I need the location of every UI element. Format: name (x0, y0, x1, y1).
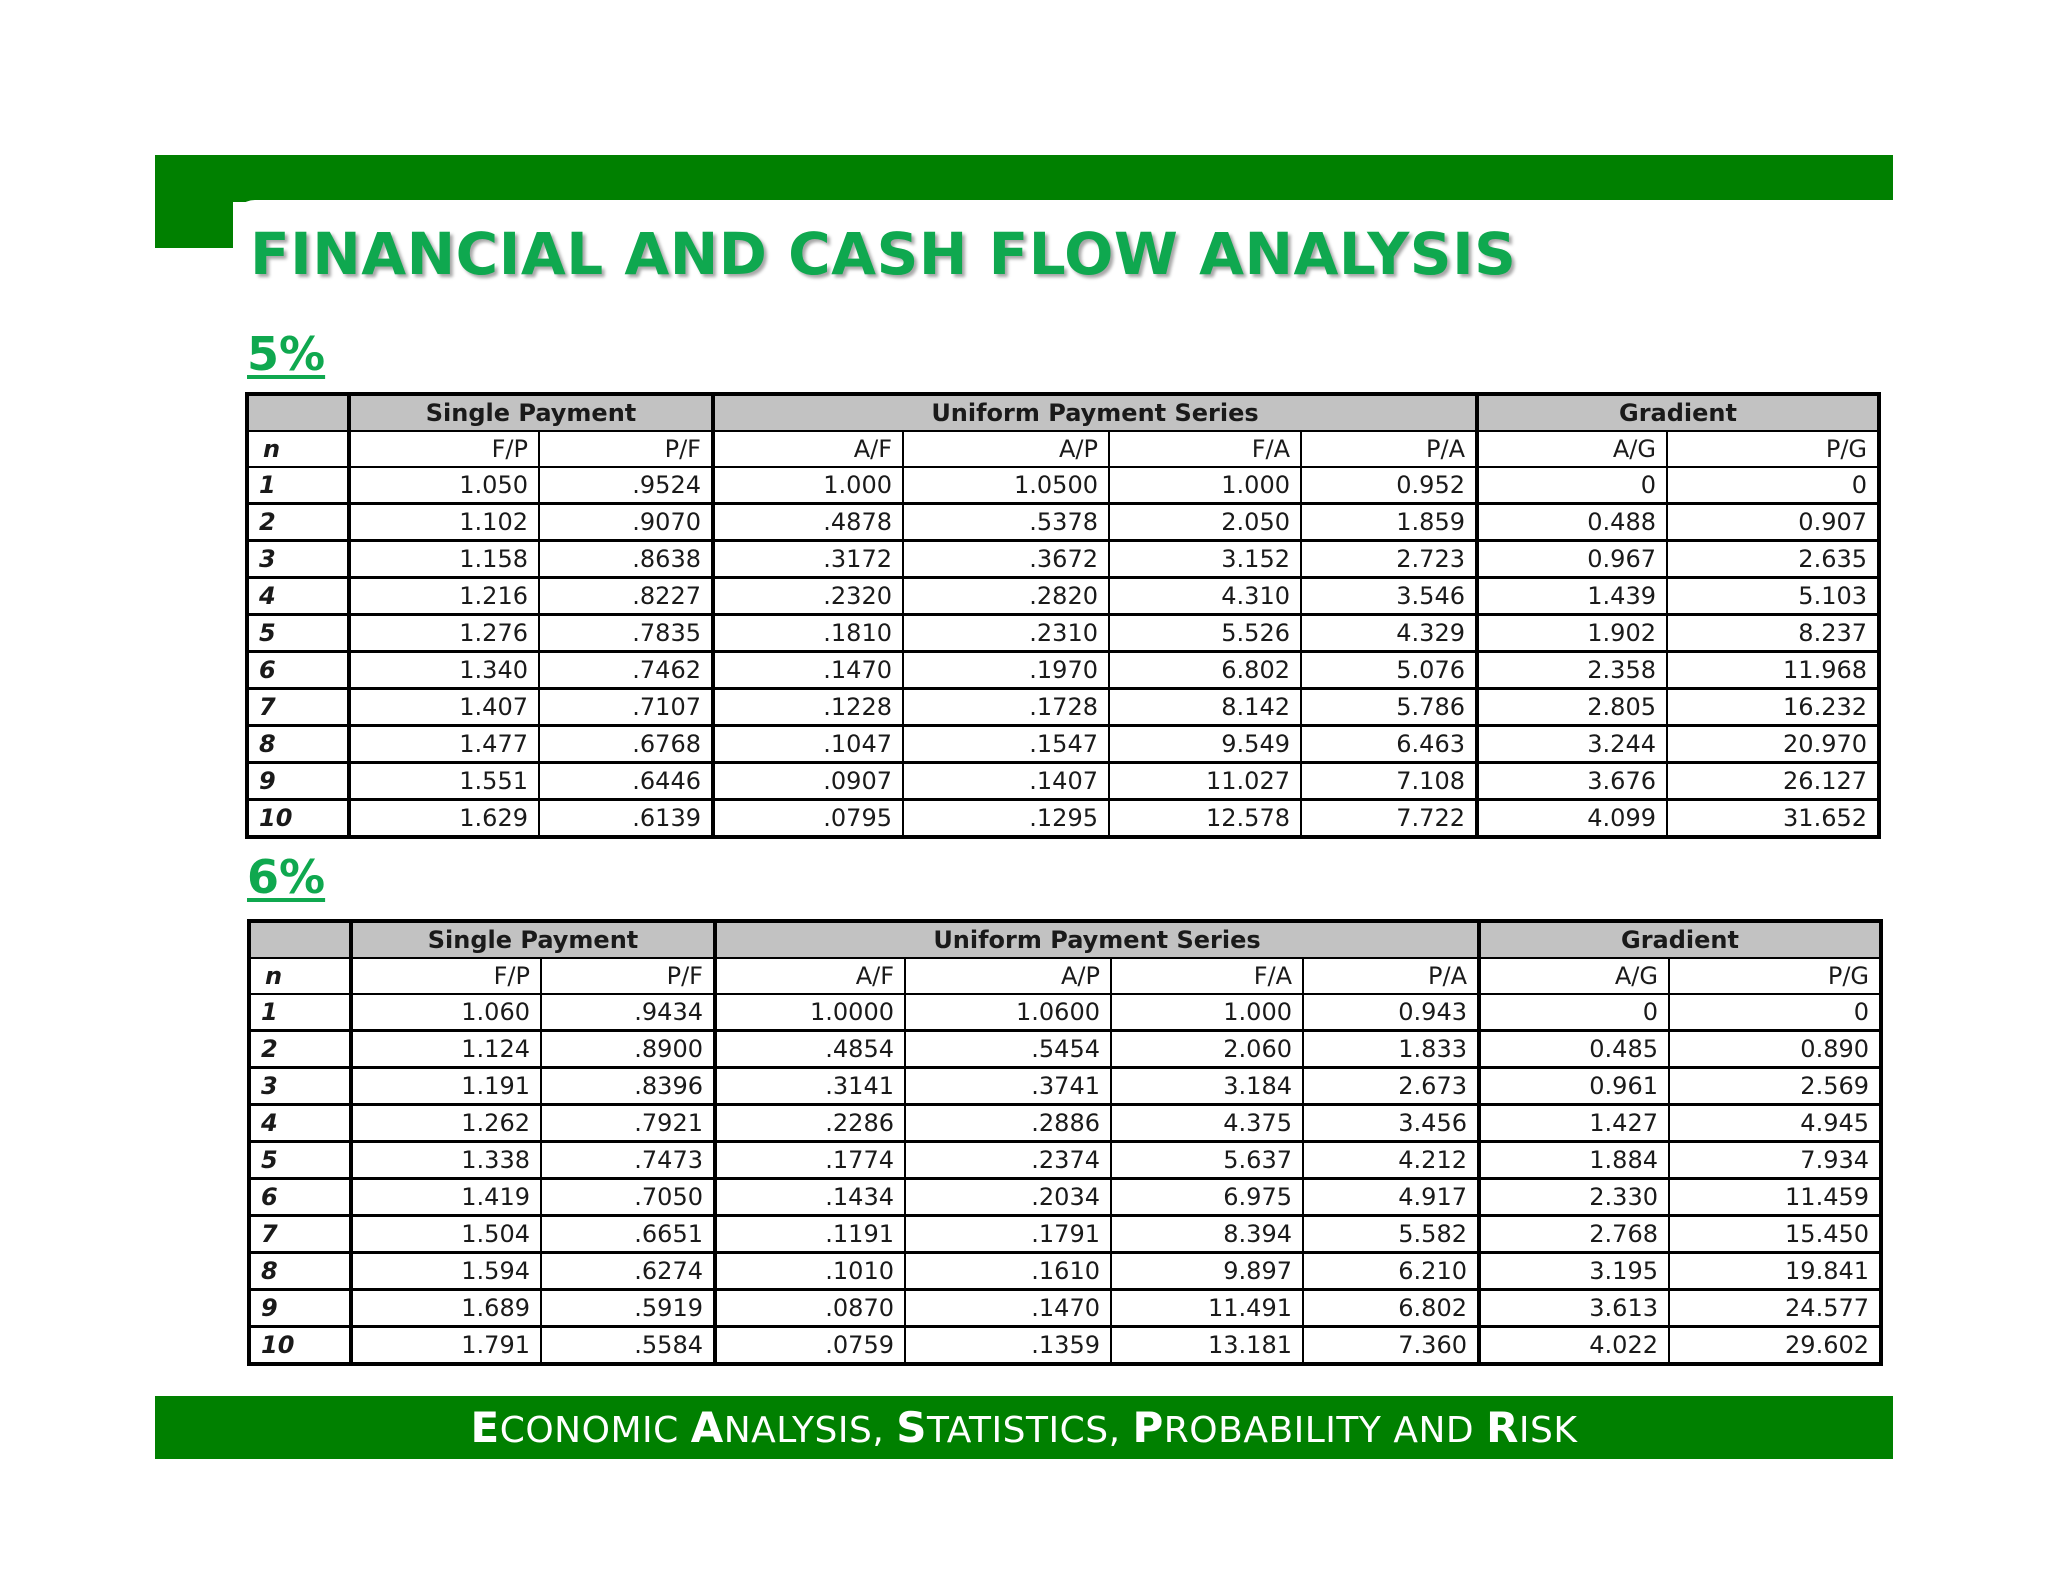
factor-cell-pa: 6.463 (1301, 726, 1477, 763)
factor-cell-fp: 1.050 (349, 467, 539, 504)
period-cell: 6 (249, 1179, 351, 1216)
table-row (247, 689, 1879, 726)
rate-label-5-percent: 5% (247, 327, 326, 381)
column-header-n: n (249, 958, 351, 994)
table-row (249, 1253, 1881, 1290)
factor-cell-pa: 4.212 (1303, 1142, 1479, 1179)
column-header-pg: P/G (1667, 431, 1879, 467)
factor-cell-af: 1.0000 (715, 994, 905, 1031)
period-cell: 5 (247, 615, 349, 652)
factor-cell-pa: 7.360 (1303, 1327, 1479, 1365)
factor-cell-ap: .1295 (903, 800, 1109, 838)
factor-cell-ap: .2034 (905, 1179, 1111, 1216)
group-header-single-payment: Single Payment (351, 921, 715, 958)
factor-cell-pg: 19.841 (1669, 1253, 1881, 1290)
period-cell: 7 (247, 689, 349, 726)
header-bar (155, 155, 1893, 202)
factor-cell-fp: 1.689 (351, 1290, 541, 1327)
factor-cell-af: .1010 (715, 1253, 905, 1290)
factor-cell-ap: .2310 (903, 615, 1109, 652)
factor-cell-pf: .6139 (539, 800, 713, 838)
table-row (247, 615, 1879, 652)
table-row (249, 1179, 1881, 1216)
period-cell: 10 (249, 1327, 351, 1365)
period-cell: 4 (247, 578, 349, 615)
table-row (247, 652, 1879, 689)
period-cell: 6 (247, 652, 349, 689)
factor-cell-pf: .7921 (541, 1105, 715, 1142)
factor-cell-ap: .3672 (903, 541, 1109, 578)
factor-cell-fa: 4.375 (1111, 1105, 1303, 1142)
period-cell: 2 (247, 504, 349, 541)
factor-cell-fp: 1.338 (351, 1142, 541, 1179)
factor-cell-pa: 0.943 (1303, 994, 1479, 1031)
table-row (249, 994, 1881, 1031)
group-header-gradient: Gradient (1479, 921, 1881, 958)
period-cell: 9 (249, 1290, 351, 1327)
factor-cell-ap: .2374 (905, 1142, 1111, 1179)
factor-cell-ag: 0.488 (1477, 504, 1667, 541)
factor-cell-pa: 3.456 (1303, 1105, 1479, 1142)
column-header-fa: F/A (1111, 958, 1303, 994)
factor-cell-fp: 1.791 (351, 1327, 541, 1365)
column-header-pf: P/F (541, 958, 715, 994)
factor-cell-fp: 1.216 (349, 578, 539, 615)
factor-cell-pg: 16.232 (1667, 689, 1879, 726)
factor-cell-pa: 7.722 (1301, 800, 1477, 838)
table-row (247, 800, 1879, 838)
factor-cell-pg: 29.602 (1669, 1327, 1881, 1365)
table-row (247, 467, 1879, 504)
factor-cell-fp: 1.629 (349, 800, 539, 838)
factor-cell-fa: 6.802 (1109, 652, 1301, 689)
column-header-fp: F/P (349, 431, 539, 467)
table-row (247, 504, 1879, 541)
factor-cell-fa: 8.394 (1111, 1216, 1303, 1253)
factor-cell-af: .0795 (713, 800, 903, 838)
factor-cell-pg: 0 (1667, 467, 1879, 504)
factor-cell-fp: 1.594 (351, 1253, 541, 1290)
factor-cell-ap: .1791 (905, 1216, 1111, 1253)
factor-cell-fa: 8.142 (1109, 689, 1301, 726)
column-header-pa: P/A (1303, 958, 1479, 994)
factor-cell-ag: 3.613 (1479, 1290, 1669, 1327)
factor-cell-af: .1047 (713, 726, 903, 763)
table-row (249, 1216, 1881, 1253)
period-cell: 10 (247, 800, 349, 838)
factor-cell-pa: 3.546 (1301, 578, 1477, 615)
factor-cell-fp: 1.551 (349, 763, 539, 800)
factor-cell-af: .1228 (713, 689, 903, 726)
factor-cell-pg: 20.970 (1667, 726, 1879, 763)
factor-cell-fp: 1.262 (351, 1105, 541, 1142)
column-header-pa: P/A (1301, 431, 1477, 467)
factor-cell-pg: 26.127 (1667, 763, 1879, 800)
group-header-row (249, 921, 1881, 958)
factor-cell-fp: 1.504 (351, 1216, 541, 1253)
footer-caption (155, 1396, 1893, 1459)
period-cell: 5 (249, 1142, 351, 1179)
factor-cell-pa: 5.786 (1301, 689, 1477, 726)
factor-cell-ag: 1.427 (1479, 1105, 1669, 1142)
factor-table-5-percent (245, 392, 1881, 839)
period-cell: 2 (249, 1031, 351, 1068)
factor-cell-ap: .1970 (903, 652, 1109, 689)
group-header-blank (247, 394, 349, 431)
factor-cell-ap: .1470 (905, 1290, 1111, 1327)
column-header-fa: F/A (1109, 431, 1301, 467)
factor-cell-fa: 4.310 (1109, 578, 1301, 615)
factor-cell-fp: 1.276 (349, 615, 539, 652)
factor-cell-pa: 1.859 (1301, 504, 1477, 541)
factor-cell-pf: .5919 (541, 1290, 715, 1327)
factor-cell-ag: 2.330 (1479, 1179, 1669, 1216)
factor-cell-pf: .9524 (539, 467, 713, 504)
factor-cell-fa: 11.491 (1111, 1290, 1303, 1327)
factor-cell-af: .4854 (715, 1031, 905, 1068)
factor-table-6-percent (247, 919, 1883, 1366)
factor-cell-af: .1434 (715, 1179, 905, 1216)
factor-cell-fa: 5.637 (1111, 1142, 1303, 1179)
group-header-row (247, 394, 1879, 431)
factor-cell-pg: 2.569 (1669, 1068, 1881, 1105)
period-cell: 8 (249, 1253, 351, 1290)
factor-cell-af: 1.000 (713, 467, 903, 504)
factor-cell-fa: 5.526 (1109, 615, 1301, 652)
factor-cell-pg: 5.103 (1667, 578, 1879, 615)
factor-cell-ag: 3.195 (1479, 1253, 1669, 1290)
factor-cell-pg: 4.945 (1669, 1105, 1881, 1142)
period-cell: 1 (249, 994, 351, 1031)
factor-cell-fa: 2.060 (1111, 1031, 1303, 1068)
factor-cell-pa: 0.952 (1301, 467, 1477, 504)
factor-cell-pa: 5.076 (1301, 652, 1477, 689)
factor-cell-fa: 6.975 (1111, 1179, 1303, 1216)
factor-cell-ag: 0.485 (1479, 1031, 1669, 1068)
factor-cell-pf: .8227 (539, 578, 713, 615)
factor-cell-fa: 9.549 (1109, 726, 1301, 763)
factor-cell-fp: 1.191 (351, 1068, 541, 1105)
footer-word: ANALYSIS, (690, 1403, 897, 1452)
factor-cell-pg: 0.890 (1669, 1031, 1881, 1068)
factor-cell-pg: 24.577 (1669, 1290, 1881, 1327)
factor-cell-ag: 0.967 (1477, 541, 1667, 578)
factor-cell-ag: 2.768 (1479, 1216, 1669, 1253)
period-cell: 1 (247, 467, 349, 504)
period-cell: 3 (247, 541, 349, 578)
factor-cell-af: .3141 (715, 1068, 905, 1105)
factor-cell-fa: 1.000 (1109, 467, 1301, 504)
footer-word: RISK (1486, 1403, 1578, 1452)
factor-cell-ap: .5378 (903, 504, 1109, 541)
factor-cell-af: .1470 (713, 652, 903, 689)
factor-cell-pf: .6274 (541, 1253, 715, 1290)
table-row (247, 578, 1879, 615)
factor-cell-pf: .8396 (541, 1068, 715, 1105)
factor-cell-ap: 1.0600 (905, 994, 1111, 1031)
factor-cell-fp: 1.419 (351, 1179, 541, 1216)
period-cell: 7 (249, 1216, 351, 1253)
column-header-af: A/F (713, 431, 903, 467)
factor-cell-pg: 7.934 (1669, 1142, 1881, 1179)
period-cell: 3 (249, 1068, 351, 1105)
factor-cell-ap: .5454 (905, 1031, 1111, 1068)
factor-cell-fp: 1.407 (349, 689, 539, 726)
table-row (247, 763, 1879, 800)
factor-cell-fp: 1.124 (351, 1031, 541, 1068)
factor-cell-pa: 2.723 (1301, 541, 1477, 578)
factor-cell-ag: 4.099 (1477, 800, 1667, 838)
factor-cell-pa: 6.210 (1303, 1253, 1479, 1290)
table-row (249, 1068, 1881, 1105)
factor-cell-pg: 15.450 (1669, 1216, 1881, 1253)
factor-cell-pg: 11.459 (1669, 1179, 1881, 1216)
table-row (249, 1327, 1881, 1365)
factor-cell-pg: 31.652 (1667, 800, 1879, 838)
factor-cell-af: .3172 (713, 541, 903, 578)
factor-cell-pf: .9070 (539, 504, 713, 541)
factor-cell-pf: .9434 (541, 994, 715, 1031)
factor-cell-pa: 2.673 (1303, 1068, 1479, 1105)
factor-cell-fa: 1.000 (1111, 994, 1303, 1031)
factor-cell-fp: 1.102 (349, 504, 539, 541)
factor-cell-ag: 0 (1479, 994, 1669, 1031)
factor-cell-pf: .7462 (539, 652, 713, 689)
column-header-ap: A/P (905, 958, 1111, 994)
header-bar-tab (155, 200, 233, 248)
factor-cell-ag: 0.961 (1479, 1068, 1669, 1105)
factor-cell-ap: .3741 (905, 1068, 1111, 1105)
factor-cell-fa: 3.184 (1111, 1068, 1303, 1105)
factor-cell-pg: 11.968 (1667, 652, 1879, 689)
factor-cell-ag: 2.805 (1477, 689, 1667, 726)
factor-cell-fa: 2.050 (1109, 504, 1301, 541)
factor-cell-pf: .8638 (539, 541, 713, 578)
footer-word: PROBABILITY AND (1132, 1403, 1487, 1452)
group-header-uniform-series: Uniform Payment Series (713, 394, 1477, 431)
factor-cell-pa: 4.329 (1301, 615, 1477, 652)
factor-cell-ap: .1547 (903, 726, 1109, 763)
factor-cell-fa: 9.897 (1111, 1253, 1303, 1290)
factor-cell-ap: 1.0500 (903, 467, 1109, 504)
factor-cell-pf: .7473 (541, 1142, 715, 1179)
period-cell: 4 (249, 1105, 351, 1142)
factor-cell-pg: 0 (1669, 994, 1881, 1031)
factor-cell-ag: 1.884 (1479, 1142, 1669, 1179)
column-header-row (247, 431, 1879, 467)
factor-cell-fa: 13.181 (1111, 1327, 1303, 1365)
factor-cell-pf: .6446 (539, 763, 713, 800)
factor-cell-pg: 0.907 (1667, 504, 1879, 541)
column-header-row (249, 958, 1881, 994)
factor-cell-ag: 1.439 (1477, 578, 1667, 615)
factor-cell-ag: 4.022 (1479, 1327, 1669, 1365)
factor-cell-ag: 3.244 (1477, 726, 1667, 763)
group-header-single-payment: Single Payment (349, 394, 713, 431)
period-cell: 9 (247, 763, 349, 800)
factor-cell-pf: .7835 (539, 615, 713, 652)
footer-word: ECONOMIC (470, 1403, 691, 1452)
factor-cell-pg: 8.237 (1667, 615, 1879, 652)
column-header-ag: A/G (1479, 958, 1669, 994)
factor-cell-pf: .6651 (541, 1216, 715, 1253)
factor-cell-ap: .2820 (903, 578, 1109, 615)
factor-cell-ap: .1728 (903, 689, 1109, 726)
column-header-ag: A/G (1477, 431, 1667, 467)
group-header-gradient: Gradient (1477, 394, 1879, 431)
factor-cell-pa: 1.833 (1303, 1031, 1479, 1068)
column-header-af: A/F (715, 958, 905, 994)
factor-cell-af: .1191 (715, 1216, 905, 1253)
factor-cell-pf: .7050 (541, 1179, 715, 1216)
factor-cell-ap: .1407 (903, 763, 1109, 800)
factor-cell-af: .1774 (715, 1142, 905, 1179)
column-header-pf: P/F (539, 431, 713, 467)
factor-cell-af: .2286 (715, 1105, 905, 1142)
factor-cell-pf: .8900 (541, 1031, 715, 1068)
factor-cell-pa: 7.108 (1301, 763, 1477, 800)
factor-cell-fp: 1.340 (349, 652, 539, 689)
factor-cell-af: .4878 (713, 504, 903, 541)
rate-label-6-percent: 6% (247, 850, 326, 904)
factor-cell-fp: 1.158 (349, 541, 539, 578)
factor-cell-ap: .2886 (905, 1105, 1111, 1142)
column-header-n: n (247, 431, 349, 467)
factor-cell-ap: .1610 (905, 1253, 1111, 1290)
factor-cell-pa: 4.917 (1303, 1179, 1479, 1216)
factor-cell-af: .0759 (715, 1327, 905, 1365)
group-header-blank (249, 921, 351, 958)
factor-cell-fp: 1.060 (351, 994, 541, 1031)
factor-cell-pg: 2.635 (1667, 541, 1879, 578)
footer-word: STATISTICS, (896, 1403, 1133, 1452)
factor-cell-pf: .5584 (541, 1327, 715, 1365)
factor-cell-ap: .1359 (905, 1327, 1111, 1365)
factor-cell-ag: 1.902 (1477, 615, 1667, 652)
factor-cell-af: .2320 (713, 578, 903, 615)
factor-cell-fa: 11.027 (1109, 763, 1301, 800)
table-row (249, 1031, 1881, 1068)
table-row (249, 1142, 1881, 1179)
factor-cell-ag: 0 (1477, 467, 1667, 504)
table-row (249, 1290, 1881, 1327)
factor-cell-fa: 12.578 (1109, 800, 1301, 838)
factor-cell-pa: 5.582 (1303, 1216, 1479, 1253)
factor-cell-af: .0870 (715, 1290, 905, 1327)
table-row (249, 1105, 1881, 1142)
group-header-uniform-series: Uniform Payment Series (715, 921, 1479, 958)
column-header-ap: A/P (903, 431, 1109, 467)
factor-cell-ag: 2.358 (1477, 652, 1667, 689)
table-row (247, 541, 1879, 578)
factor-cell-af: .1810 (713, 615, 903, 652)
footer-bar (155, 1396, 1893, 1459)
factor-cell-af: .0907 (713, 763, 903, 800)
column-header-fp: F/P (351, 958, 541, 994)
factor-cell-pf: .6768 (539, 726, 713, 763)
factor-cell-pf: .7107 (539, 689, 713, 726)
page-title: FINANCIAL AND CASH FLOW ANALYSIS (250, 220, 1517, 288)
period-cell: 8 (247, 726, 349, 763)
factor-cell-fp: 1.477 (349, 726, 539, 763)
factor-cell-fa: 3.152 (1109, 541, 1301, 578)
table-row (247, 726, 1879, 763)
factor-cell-pa: 6.802 (1303, 1290, 1479, 1327)
column-header-pg: P/G (1669, 958, 1881, 994)
factor-cell-ag: 3.676 (1477, 763, 1667, 800)
